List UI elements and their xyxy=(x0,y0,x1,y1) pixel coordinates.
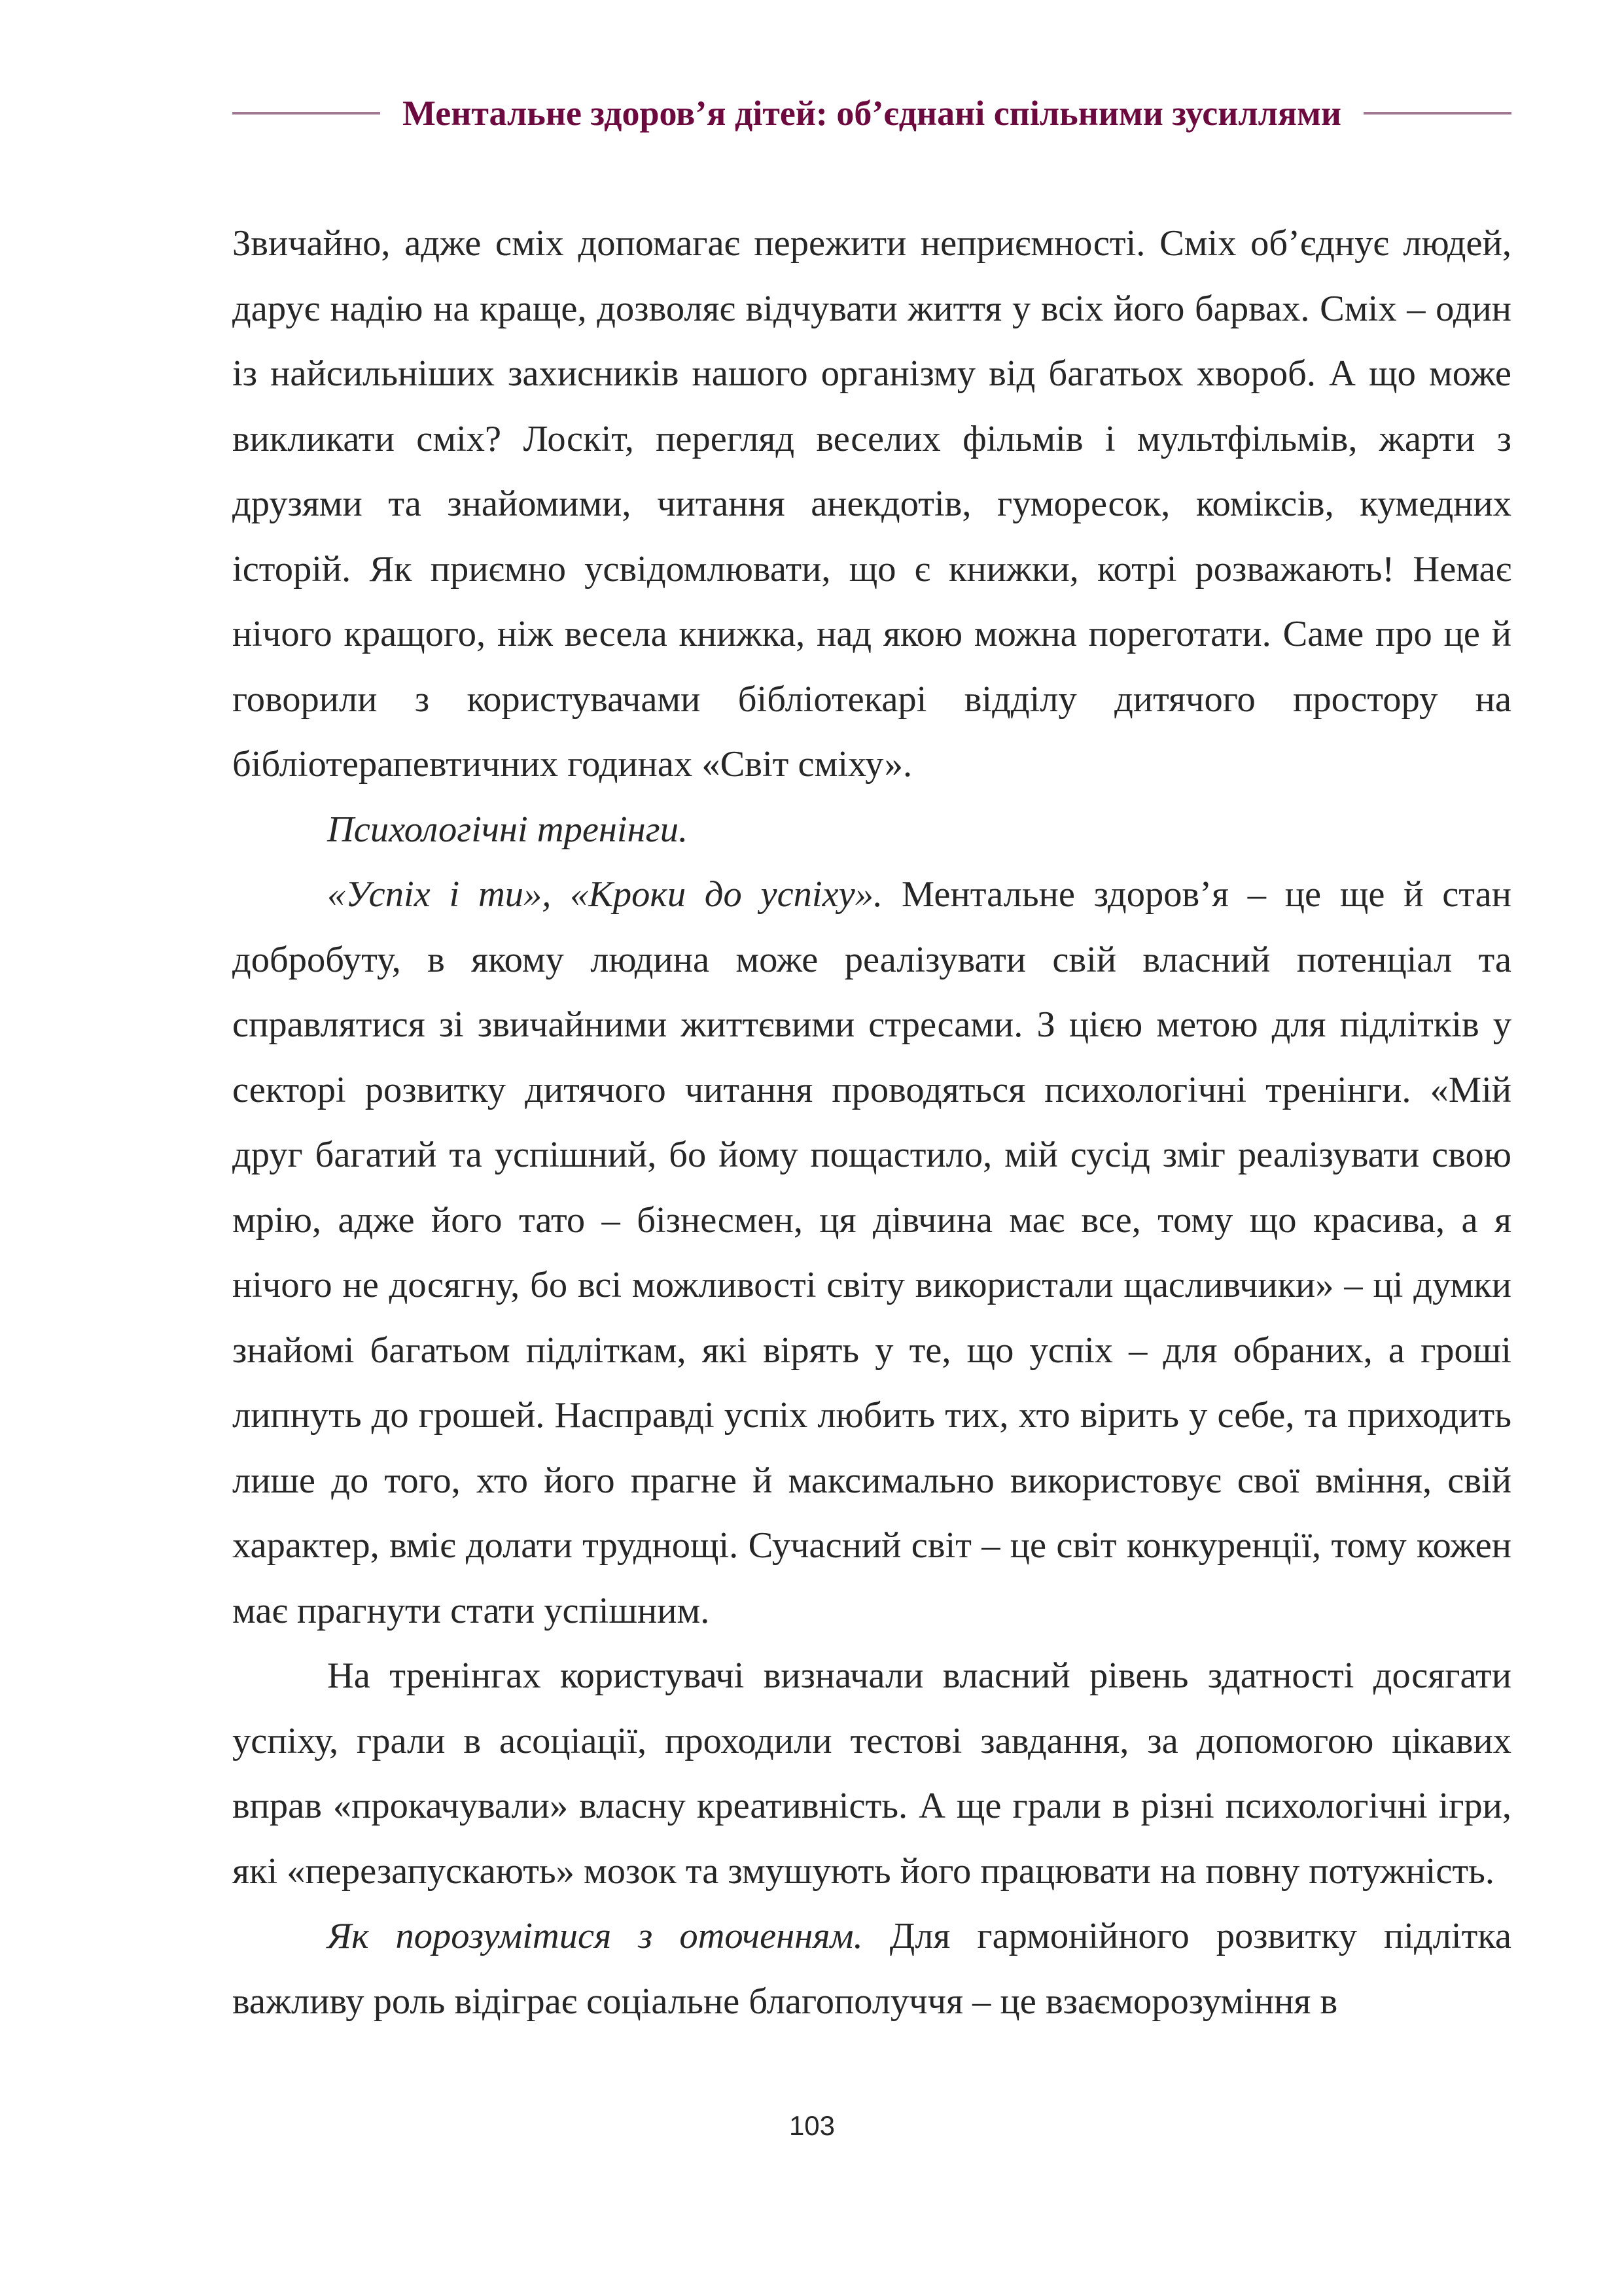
paragraph-psychological-trainings-heading xyxy=(232,798,1511,863)
header-rule-right xyxy=(1364,112,1511,115)
section-heading-italic: Як порозумітися з оточенням. xyxy=(327,1916,863,1956)
paragraph-laughter xyxy=(232,211,1511,798)
header-title: Ментальне здоров’я дітей: об’єднані спільними зусиллями xyxy=(402,94,1342,133)
running-header xyxy=(232,90,1511,136)
page-number: 103 xyxy=(788,2110,836,2141)
paragraph-text: Ментальне здоров’я – це ще й стан добробуту, в якому людина може реалізувати свій власний потенціал та справлятися зі звичайними життєвими стресами. З цією метою для підлітків у секторі розвитку дитячого читання проводяться психологічні тренінги. «Мій друг багатий та успішний, бо йому пощастило, мій сусід зміг реалізувати свою мрію, адже його тато – бізнесмен, ця дівчина має все, тому що красива, а я нічого не досягну, бо всі можливості світу використали щасливчики» – ці думки знайомі багатьом підліткам, які вірять у те, що успіх – для обраних, а гроші липнуть до грошей. Насправді успіх любить тих, хто вірить у себе, та приходить лише до того, хто його прагне й максимально використовує свої вміння, свій характер, вміє долати труднощі. Сучасний світ – це світ конкуренції, тому кожен має прагнути стати успішним. xyxy=(232,874,1511,1631)
paragraph-text: На тренінгах користувачі визначали власний рівень здатності досягати успіху, грали в асоціації, проходили тестові завдання, за допомогою цікавих вправ «прокачували» власну креативність. А ще грали в різні психологічні ігри, які «перезапускають» мозок та змушують його працювати на повну потужність. xyxy=(232,1655,1511,1892)
paragraph-text: Звичайно, адже сміх допомагає пережити неприємності. Сміх об’єднує людей, дарує надію на краще, дозволяє відчувати життя у всіх його барвах. Сміх – один із найсильніших захисників нашого організму від багатьох хвороб. А що може викликати сміх? Лоскіт, перегляд веселих фільмів і мультфільмів, жарти з друзями та знайомими, читання анекдотів, гуморесок, коміксів, кумедних історій. Як приємно усвідомлювати, що є книжки, котрі розважають! Немає нічого кращого, ніж весела книжка, над якою можна пореготати. Саме про це й говорили з користувачами бібліотекарі відділу дитячого простору на бібліотерапевтичних годинах «Світ сміху». xyxy=(232,223,1511,785)
paragraph-social-wellbeing xyxy=(232,1904,1511,2034)
paragraph-training-activities xyxy=(232,1644,1511,1904)
training-titles-italic: «Успіх і ти», «Кроки до успіху». xyxy=(327,874,883,915)
section-heading-italic: Психологічні тренінги. xyxy=(327,809,688,850)
header-rule-left xyxy=(232,112,380,115)
body-text xyxy=(232,211,1511,2034)
paragraph-success-trainings xyxy=(232,862,1511,1644)
paragraph-text: Для гармонійного розвитку підлітка важливу роль відіграє соціальне благополуччя – це взаєморозуміння в xyxy=(232,1916,1511,2022)
